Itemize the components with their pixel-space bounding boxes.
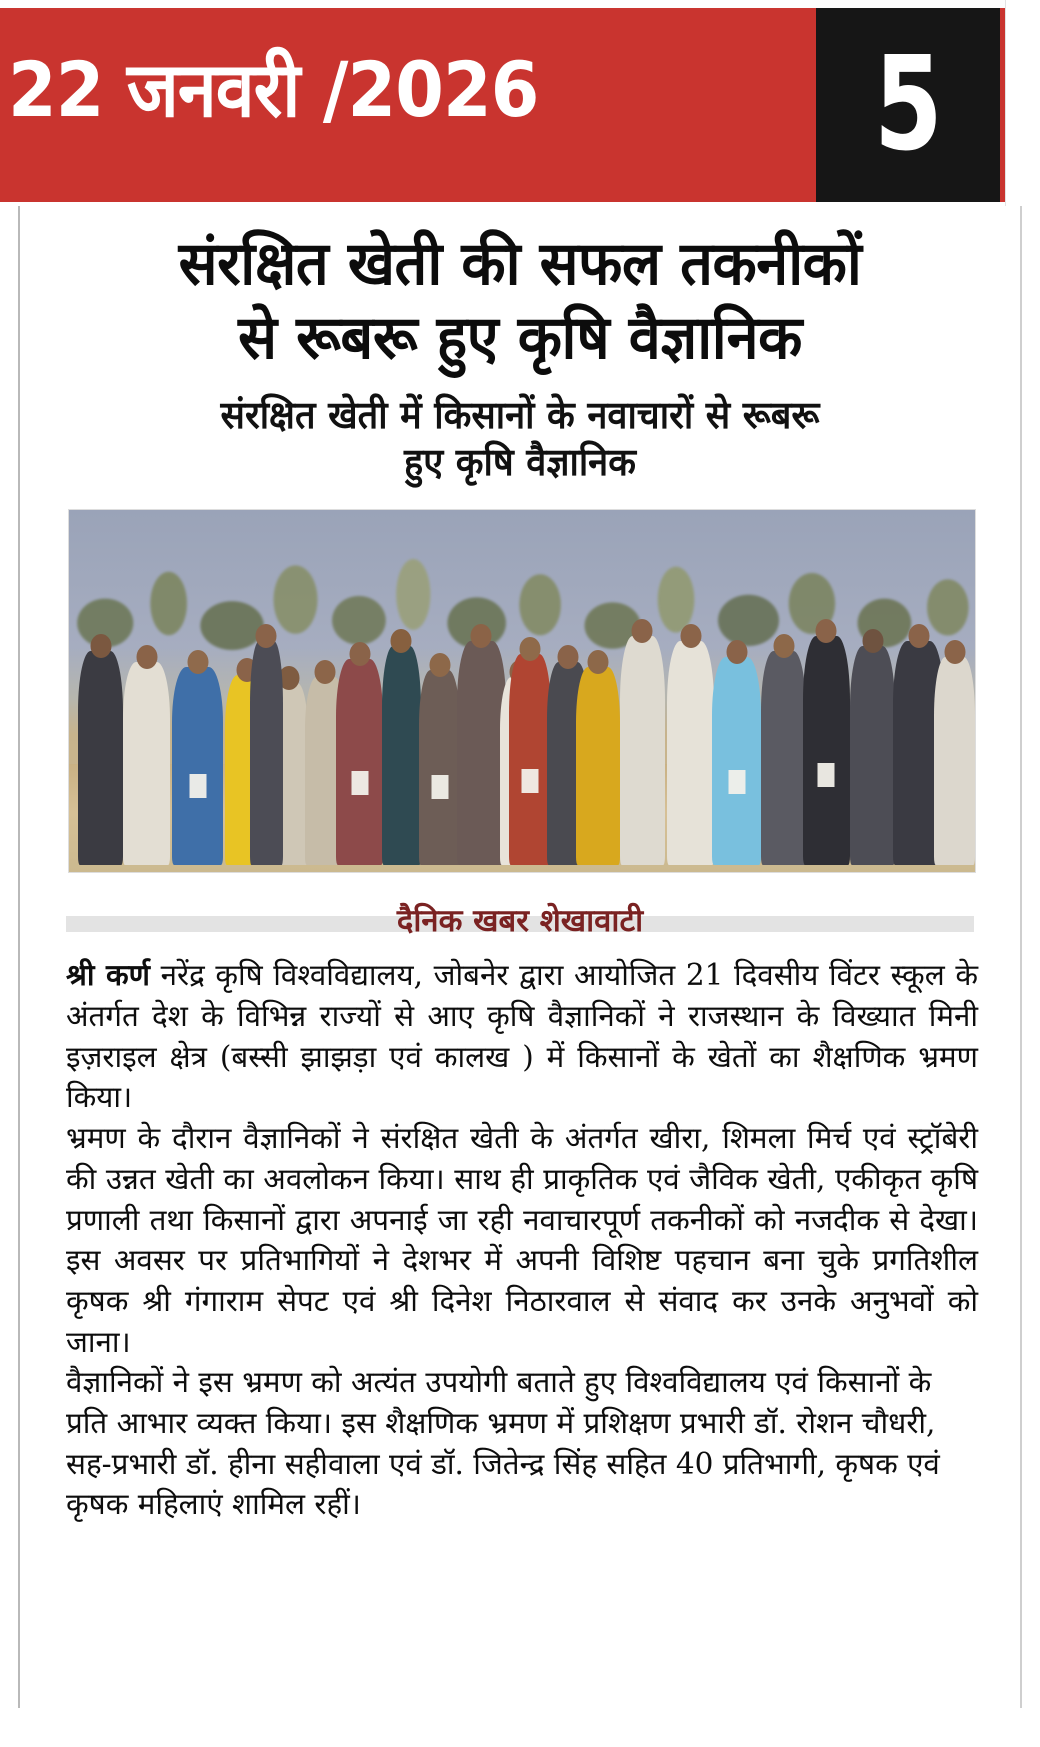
article-paragraph-2: भ्रमण के दौरान वैज्ञानिकों ने संरक्षित खेती के अंतर्गत खीरा, शिमला मिर्च एवं स्ट्रॉबेरी की उन्नत खेती का अवलोकन किया। साथ ही प्राकृतिक एवं जैविक खेती, एकीकृत कृषि प्रणाली तथा किसानों द्वारा अपनाई जा रही नवाचारपूर्ण तकनीकों को नजदीक से देखा। इस अवसर पर प्रतिभागियों ने देशभर में अपनी विशिष्ट पहचान बना चुके प्रगतिशील कृषक श्री गंगाराम सेपट एवं श्री दिनेश निठारवाल से संवाद कर उनके अनुभवों को जाना।: [66, 1121, 978, 1359]
page-number-box: [816, 8, 1000, 202]
article-subheadline: [36, 392, 1004, 488]
photo-person: [712, 657, 761, 866]
article-container: [0, 206, 1040, 1747]
photo-credit-wrapper: [36, 899, 1004, 943]
article-paragraph-3: वैज्ञानिकों ने इस भ्रमण को अत्यंत उपयोगी बताते हुए विश्वविद्यालय एवं किसानों के प्रति आभार व्यक्त किया। इस शैक्षणिक भ्रमण में प्रशिक्षण प्रभारी डॉ. रोशन चौधरी, सह-प्रभारी डॉ. हीना सहीवाला एवं डॉ. जितेन्द्र सिंह सहित 40 प्रतिभागी, कृषक एवं कृषक महिलाएं शामिल रहीं।: [66, 1365, 940, 1522]
photo-person: [576, 667, 619, 865]
photo-person: [123, 662, 170, 865]
article-paragraph-1-text: नरेंद्र कृषि विश्वविद्यालय, जोबनेर द्वारा आयोजित 21 दिवसीय विंटर स्कूल के अंतर्गत देश के विभिन्न राज्यों से आए कृषि वैज्ञानिकों ने राजस्थान के विख्यात मिनी इज़राइल क्षेत्र (बस्सी झाझड़ा एवं कालख ) में किसानों के खेतों का शैक्षणिक भ्रमण किया।: [66, 958, 978, 1115]
photo-person: [761, 651, 806, 865]
photo-group-of-people: [69, 604, 975, 865]
headline-line-2: से रूबरू हुए कृषि वैज्ञानिक: [238, 302, 802, 373]
subheadline-line-1: संरक्षित खेती में किसानों के नवाचारों से रूबरू: [220, 392, 820, 437]
article-photo-wrapper: [36, 509, 1004, 873]
photo-person: [250, 641, 283, 865]
photo-credit: दैनिक खबर शेखावाटी: [396, 903, 644, 940]
headline-line-1: संरक्षित खेती की सफल तकनीकों: [178, 229, 862, 299]
article-photo: [68, 509, 976, 873]
page-top-margin: [0, 0, 1040, 8]
article-content: [36, 206, 1004, 1525]
subheadline-line-2: हुए कृषि वैज्ञानिक: [404, 440, 636, 485]
page-number: 5: [873, 28, 943, 181]
column-rule-left: [18, 206, 20, 1708]
photo-person: [934, 657, 975, 866]
article-paragraph-1: [66, 955, 978, 1118]
photo-person: [78, 651, 123, 865]
photo-person: [667, 641, 714, 865]
column-rule-right: [1020, 206, 1022, 1708]
photo-person: [850, 646, 895, 865]
article-lead-in: श्री कर्ण: [66, 957, 151, 993]
photo-person: [382, 646, 422, 865]
photo-person: [620, 636, 665, 865]
photo-person: [336, 659, 383, 865]
photo-person: [803, 636, 850, 865]
photo-person: [172, 667, 223, 865]
article-body: [36, 955, 1004, 1525]
right-margin-strip: [1005, 0, 1040, 206]
photo-person: [509, 654, 551, 865]
publication-date: 22 जनवरी /2026: [8, 45, 539, 134]
photo-person: [457, 641, 506, 865]
article-headline: [36, 206, 1004, 376]
photo-person: [419, 670, 461, 865]
